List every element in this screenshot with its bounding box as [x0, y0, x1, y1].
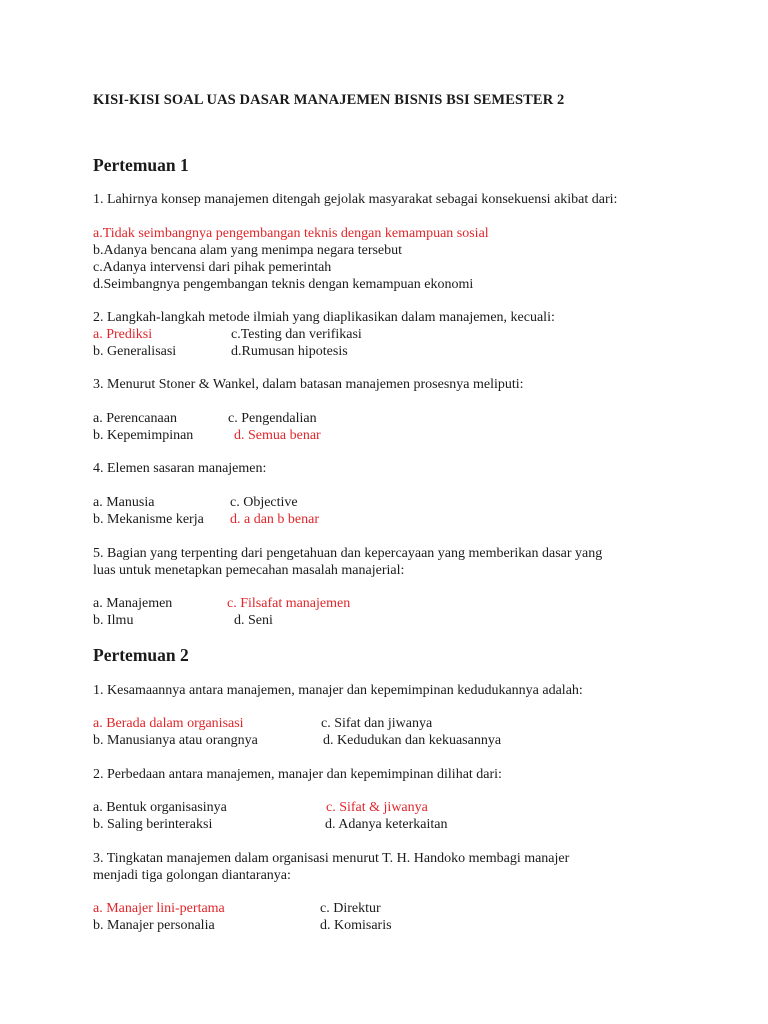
option-1-1-a: a.Tidak seimbangnya pengembangan teknis dengan kemampuan sosial	[93, 226, 489, 241]
option-1-4-d: d. a dan b benar	[230, 512, 320, 527]
question-1-5-line-1: 5. Bagian yang terpenting dari pengetahuan dan kepercayaan yang memberikan dasar yang	[93, 546, 603, 561]
option-1-3-d: d. Semua benar	[234, 428, 321, 443]
option-2-3-a: a. Manajer lini-pertama	[93, 901, 225, 916]
option-2-2-d: d. Adanya keterkaitan	[325, 817, 448, 832]
question-2-1: 1. Kesamaannya antara manajemen, manajer dan kepemimpinan kedudukannya adalah:	[93, 683, 583, 698]
option-1-5-a: a. Manajemen	[93, 596, 173, 611]
option-1-3-a: a. Perencanaan	[93, 411, 177, 426]
section-heading-1: Pertemuan 1	[93, 155, 189, 175]
option-1-5-d: d. Seni	[234, 613, 273, 628]
section-heading-2: Pertemuan 2	[93, 645, 189, 665]
question-2-2: 2. Perbedaan antara manajemen, manajer dan kepemimpinan dilihat dari:	[93, 767, 502, 782]
option-2-2-a: a. Bentuk organisasinya	[93, 800, 227, 815]
option-1-5-b: b. Ilmu	[93, 613, 134, 628]
option-2-2-b: b. Saling berinteraksi	[93, 817, 213, 832]
question-1-5-line-2: luas untuk menetapkan pemecahan masalah manajerial:	[93, 563, 405, 578]
option-1-1-c: c.Adanya intervensi dari pihak pemerintah	[93, 260, 332, 275]
option-2-3-d: d. Komisaris	[320, 918, 392, 933]
question-1-3: 3. Menurut Stoner & Wankel, dalam batasan manajemen prosesnya meliputi:	[93, 377, 524, 392]
option-1-1-b: b.Adanya bencana alam yang menimpa negara tersebut	[93, 243, 403, 258]
option-1-2-a: a. Prediksi	[93, 327, 153, 342]
option-2-2-c: c. Sifat & jiwanya	[326, 800, 428, 815]
option-1-4-c: c. Objective	[230, 495, 298, 510]
question-2-3-line-1: 3. Tingkatan manajemen dalam organisasi menurut T. H. Handoko membagi manajer	[93, 851, 570, 866]
option-1-1-d: d.Seimbangnya pengembangan teknis dengan kemampuan ekonomi	[93, 277, 474, 292]
option-1-2-c: c.Testing dan verifikasi	[231, 327, 362, 342]
option-2-1-a: a. Berada dalam organisasi	[93, 716, 244, 731]
document-title: KISI-KISI SOAL UAS DASAR MANAJEMEN BISNIS BSI SEMESTER 2	[93, 92, 565, 108]
option-1-5-c: c. Filsafat manajemen	[227, 596, 351, 611]
option-2-1-c: c. Sifat dan jiwanya	[321, 716, 433, 731]
question-2-3-line-2: menjadi tiga golongan diantaranya:	[93, 868, 291, 883]
option-1-4-a: a. Manusia	[93, 495, 155, 510]
option-2-1-b: b. Manusianya atau orangnya	[93, 733, 258, 748]
option-2-3-c: c. Direktur	[320, 901, 381, 916]
option-1-3-c: c. Pengendalian	[228, 411, 317, 426]
option-2-1-d: d. Kedudukan dan kekuasannya	[323, 733, 502, 748]
option-1-2-d: d.Rumusan hipotesis	[231, 344, 348, 359]
option-1-3-b: b. Kepemimpinan	[93, 428, 194, 443]
option-1-4-b: b. Mekanisme kerja	[93, 512, 204, 527]
option-1-2-b: b. Generalisasi	[93, 344, 177, 359]
question-1-4: 4. Elemen sasaran manajemen:	[93, 461, 267, 476]
question-1-2: 2. Langkah-langkah metode ilmiah yang diaplikasikan dalam manajemen, kecuali:	[93, 310, 555, 325]
option-2-3-b: b. Manajer personalia	[93, 918, 215, 933]
question-1-1: 1. Lahirnya konsep manajemen ditengah gejolak masyarakat sebagai konsekuensi akibat dari:	[93, 192, 618, 207]
